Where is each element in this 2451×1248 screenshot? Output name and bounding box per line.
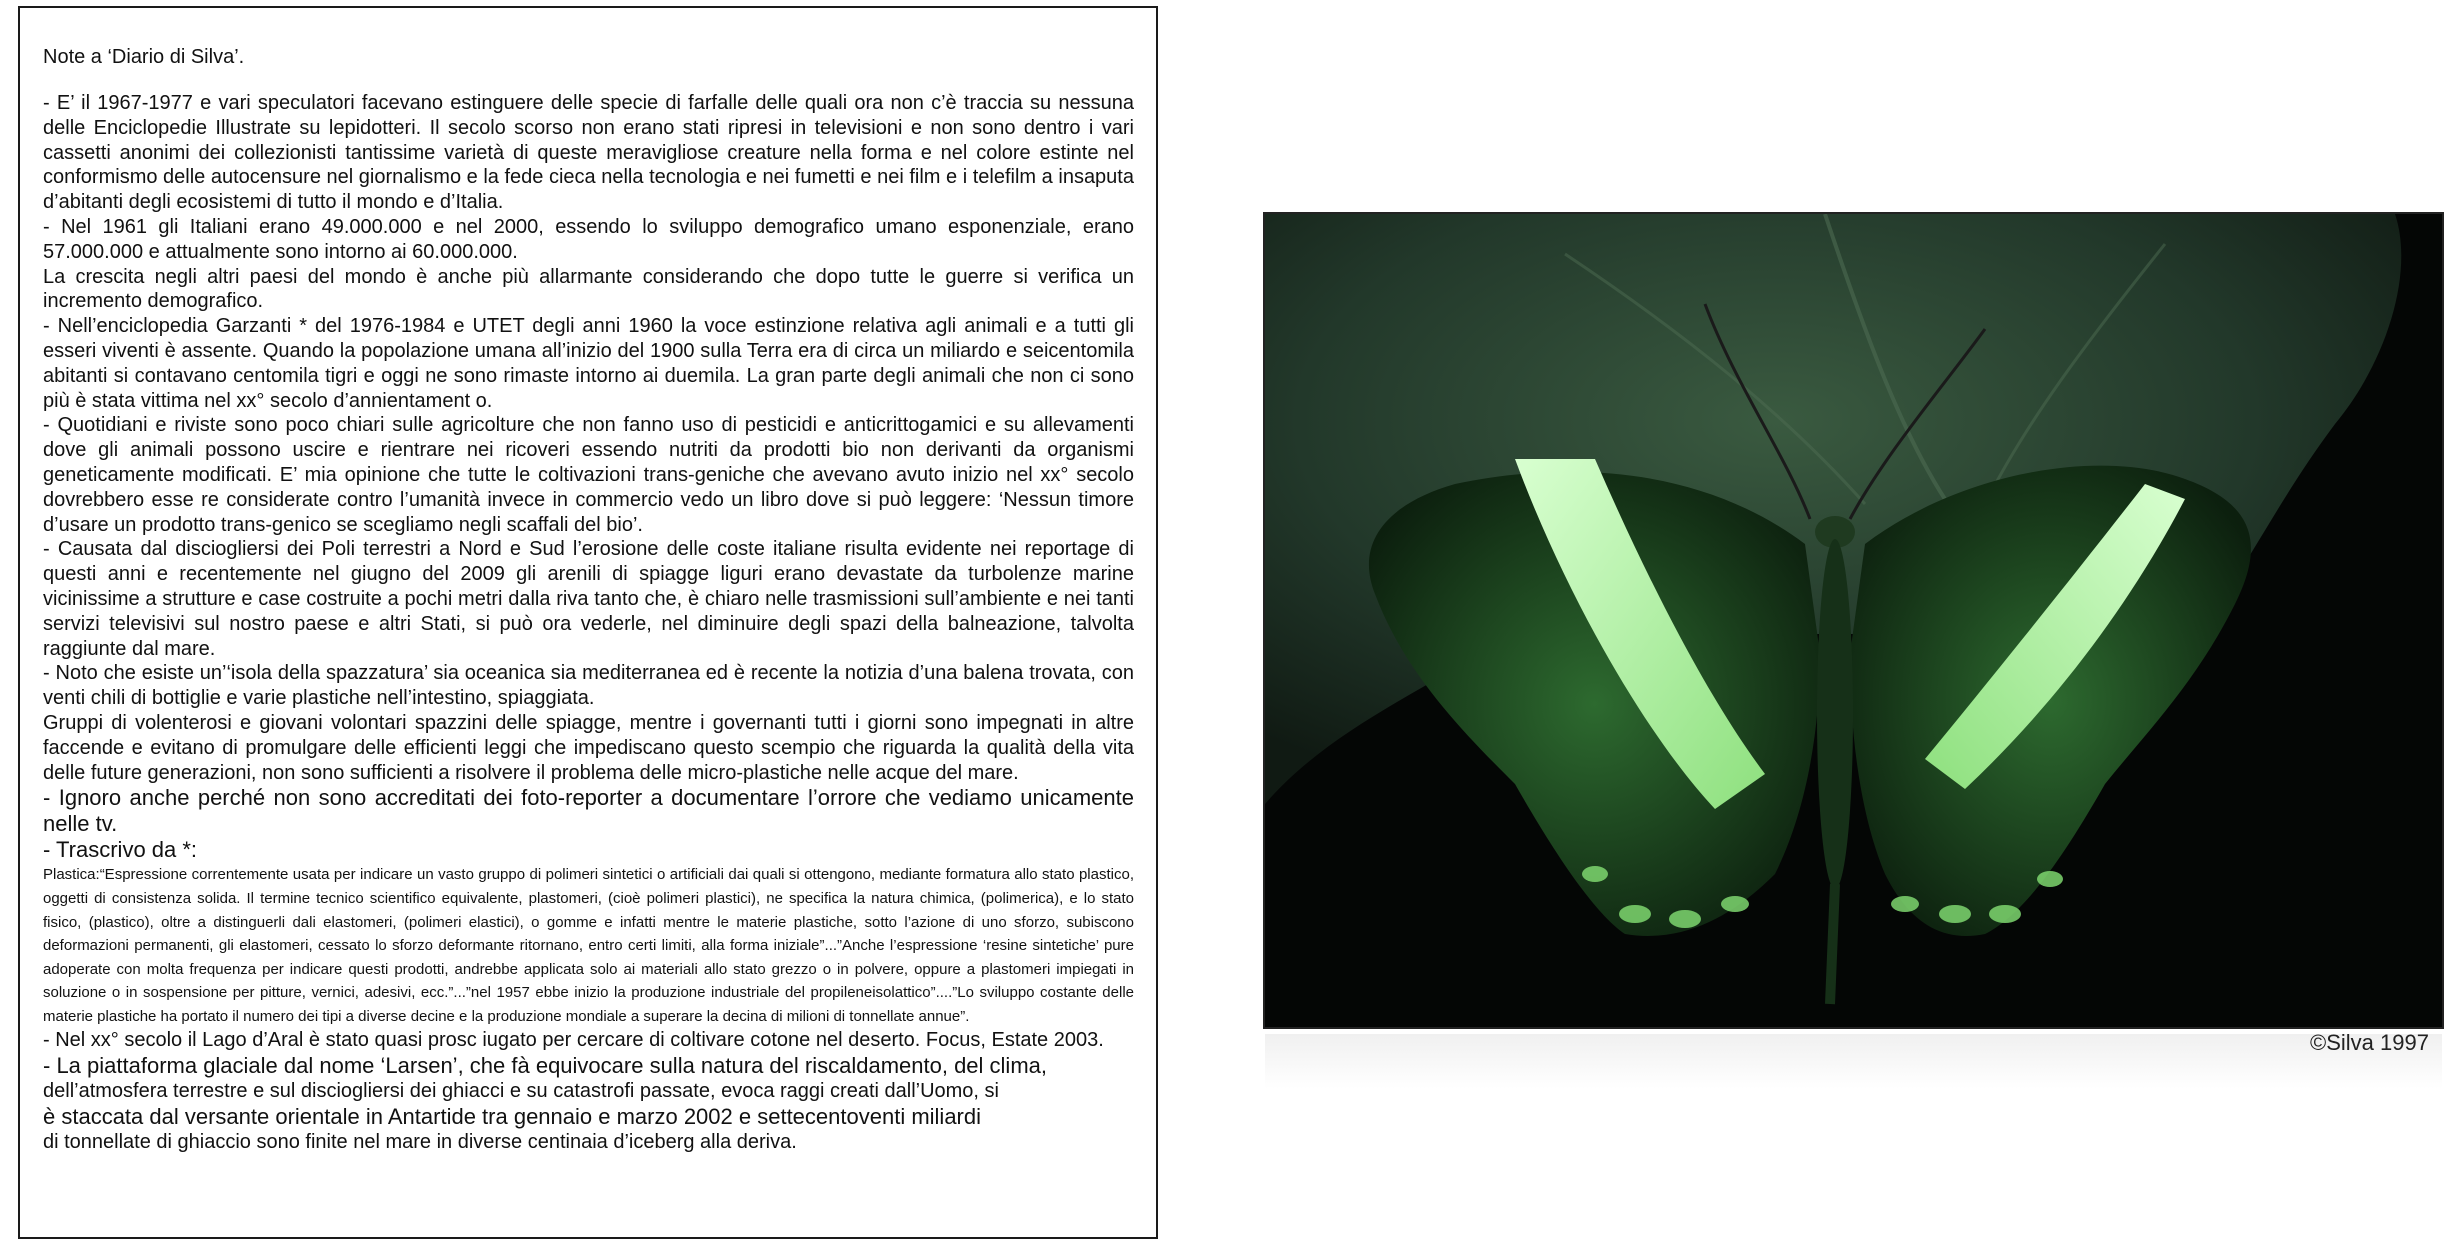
paragraph: - Quotidiani e riviste sono poco chiari sulle agricolture che non fanno uso di pesticidi e anticrittogamici e su allevamenti dove gli animali possono uscire e rientrare nei ricoveri essendo nutriti da prodotti bio non derivanti da organismi geneticamente modificati. E’ mia opinione che tutte le coltivazioni trans-geniche che avevano avuto inizio nel xx° secolo dovrebbero esse re considerate contro l’umanità invece in commercio vedo un libro dove si può leggere: ‘Nessun timore d’usare un prodotto trans-genico se scegliamo negli scaffali del bio’. bbox=[43, 414, 1134, 536]
paragraph: - Nell’enciclopedia Garzanti * del 1976-1984 e UTET degli anni 1960 la voce estinzione relativa agli animali e a tutti gli esseri viventi è assente. Quando la popolazione umana all’inizio del 1900 sulla Terra era di circa un miliardo e seicentomila abitanti si contavano centomila tigri e oggi ne sono rimaste intorno ai duemila. La gran parte degli animali che non ci sono più è stata vittima nel xx° secolo d’annientament o. bbox=[43, 315, 1134, 412]
paragraph: La crescita negli altri paesi del mondo è anche più allarmante considerando che dopo tutte le guerre si verifica un incremento demografico. bbox=[43, 265, 1134, 313]
document-page bbox=[18, 6, 1158, 1239]
paragraph: dell’atmosfera terrestre e sul disciogliersi dei ghiacci e su catastrofi passate, evoca raggi creati dall’Uomo, si bbox=[43, 1080, 999, 1103]
photo-copyright: ©Silva 1997 bbox=[2310, 1030, 2429, 1055]
document-title: Note a ‘Diario di Silva’. bbox=[43, 46, 245, 68]
paragraph: - Ignoro anche perché non sono accreditati dei foto-reporter a documentare l’orrore che vediamo unicamente nelle tv. bbox=[43, 785, 1134, 837]
butterfly-body bbox=[1817, 539, 1853, 889]
paragraph: - Nel 1961 gli Italiani erano 49.000.000 e nel 2000, essendo lo sviluppo demografico umano esponenziale, erano 57.000.000 e attualmente sono intorno ai 60.000.000. bbox=[43, 215, 1134, 263]
paragraph: - La piattaforma glaciale dal nome ‘Larsen’, che fà equivocare sulla natura del riscaldamento, del clima, bbox=[43, 1053, 1047, 1079]
paragraph: - Nel xx° secolo il Lago d’Aral è stato quasi prosc iugato per cercare di coltivare cotone nel deserto. Focus, Estate 2003. bbox=[43, 1029, 1104, 1052]
paragraph: - Causata dal disciogliersi dei Poli terrestri a Nord e Sud l’erosione delle coste italiane risulta evidente nei reportage di questi anni e recentemente nel giugno del 2009 gli arenili di spiagge liguri erano devastate da turbolenze marine vicinissime a strutture e case costruite a pochi metri dalla riva tanto che, è chiaro nelle trasmissioni sull’ambiente e nei tanti servizi televisivi sul nostro paese e altri Stati, si può ora vederle, nel diminuire degli spazi della balneazione, talvolta raggiunte dal mare. bbox=[43, 538, 1134, 660]
photo-reflection bbox=[1265, 1034, 2442, 1089]
paragraph: è staccata dal versante orientale in Antartide tra gennaio e marzo 2002 e settecentoventi miliardi bbox=[43, 1104, 981, 1130]
paragraph: Gruppi di volenterosi e giovani volontari spazzini delle spiagge, mentre i governanti tutti i giorni sono impegnati in altre faccende e evitano di promulgare delle efficienti leggi che impediscano questo scempio che riguarda la qualità della vita delle future generazioni, non sono sufficienti a risolvere il problema delle micro-plastiche nelle acque del mare. bbox=[43, 711, 1134, 784]
paragraph: di tonnellate di ghiaccio sono finite nel mare in diverse centinaia d’iceberg alla deriva. bbox=[43, 1131, 797, 1154]
butterfly-image bbox=[1265, 214, 2442, 1027]
paragraph: - Trascrivo da *: bbox=[43, 837, 198, 863]
butterfly-photo bbox=[1263, 212, 2444, 1029]
paragraph: - E’ il 1967-1977 e vari speculatori facevano estinguere delle specie di farfalle delle quali ora non c’è traccia su nessuna delle Enciclopedie Illustrate su lepidotteri. Il secolo scorso non erano stati ripresi in televisioni e non sono dentro i vari cassetti anonimi dei collezionisti tantissime varietà di queste meravigliose creature nella forma e nel colore estinte nel conformismo delle autocensure nel giornalismo e la fede cieca nella tecnologia e nei fumetti e nei film e i telefilm a insaputa d’abitanti degli ecosistemi di tutto il mondo e d’Italia. bbox=[43, 92, 1134, 214]
paragraph: Plastica:“Espressione correntemente usata per indicare un vasto gruppo di polimeri sintetici o artificiali dai quali si ottengono, mediante formatura allo stato plastico, oggetti di consistenza solida. Il termine tecnico scientifico equivalente, plastomeri, (cioè polimeri plastici), ne specifica la natura chimica, (polimerica), e lo stato fisico, (plastico), oltre a distinguerli dali elastomeri, (polimeri elastici), o gomme e infatti mentre le materie plastiche, sotto l’azione di uno sforzo, subiscono deformazioni permanenti, gli elastomeri, cessato lo sforzo deformante ritornano, entro certi limiti, alla forma iniziale”...”Anche l’espressione ‘resine sintetiche’ pure adoperate con molta frequenza per indicare questi prodotti, andrebbe applicata solo ai materiali allo stato grezzo o in polvere, oppure a plastomeri impiegati in soluzione o in sospensione per pitture, vernici, adesivi, ecc.”...”nel 1957 ebbe inizio la produzione industriale del propileneisolattico”....”Lo sviluppo costante delle materie plastiche ha portato il numero dei tipi a diverse decine e la produzione mondiale a superare la decina di milioni di tonnellate annue”. bbox=[43, 866, 1134, 1025]
paragraph: - Noto che esiste un’‘isola della spazzatura’ sia oceanica sia mediterranea ed è recente la notizia d’una balena trovata, con venti chili di bottiglie e varie plastiche nell’intestino, spiaggiata. bbox=[43, 662, 1134, 710]
document-body bbox=[43, 91, 1134, 1155]
